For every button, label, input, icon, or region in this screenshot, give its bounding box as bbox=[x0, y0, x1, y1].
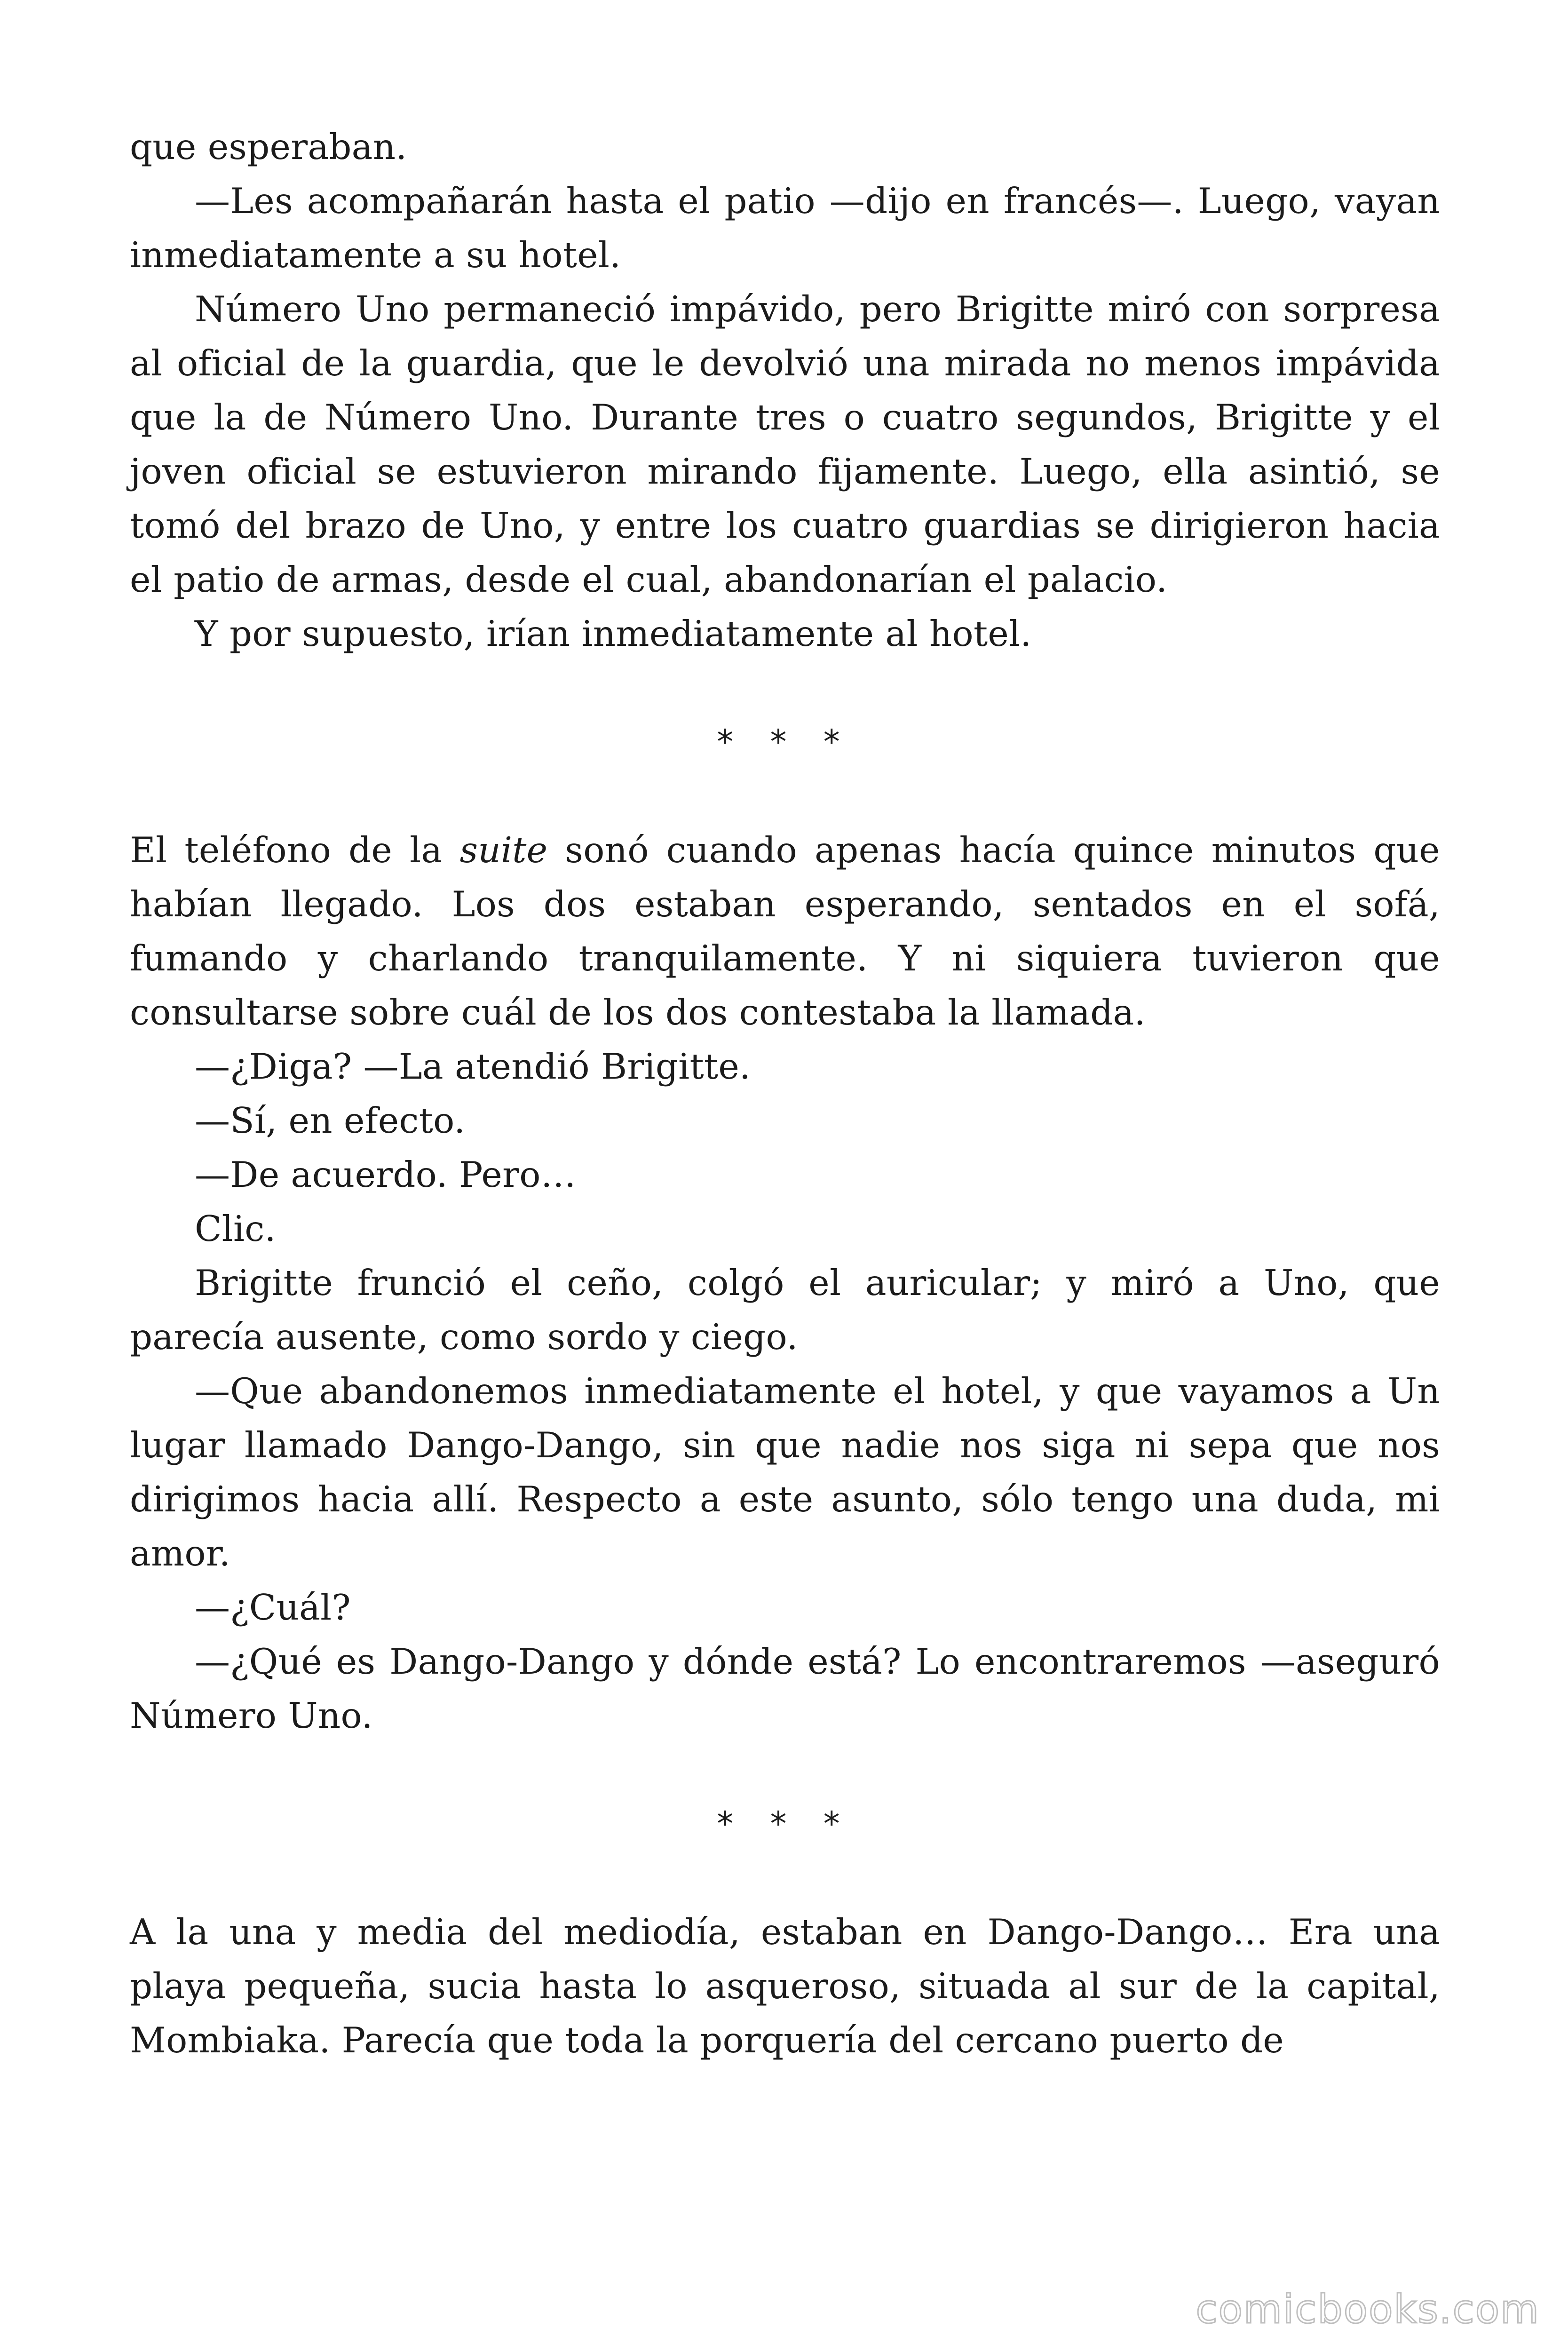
paragraph: Clic. bbox=[195, 1208, 276, 1249]
paragraph: Y por supuesto, irían inmediatamente al hotel. bbox=[195, 613, 1032, 654]
italic-word: suite bbox=[459, 829, 548, 871]
paragraph-text: sonó cuando apenas hacía quince minutos que habían llegado. Los dos estaban esperando, sentados en el sofá, fumando y charlando tranquilamente. Y ni siquiera tuvieron que consultarse sobre cuál de los dos contestaba la llamada. bbox=[130, 829, 1440, 1033]
paragraph: A la una y media del mediodía, estaban en Dango-Dango… Era una playa pequeña, sucia hasta lo asqueroso, situada al sur de la capital, Mombiaka. Parecía que toda la porquería del cercano puerto de bbox=[130, 1911, 1440, 2061]
paragraph: —¿Cuál? bbox=[195, 1587, 351, 1628]
text-block-1 bbox=[130, 120, 1440, 661]
section-separator: * * * bbox=[717, 1804, 853, 1843]
paragraph: Brigitte frunció el ceño, colgó el auricular; y miró a Uno, que parecía ausente, como sordo y ciego. bbox=[130, 1262, 1440, 1358]
paragraph: —Les acompañarán hasta el patio —dijo en francés—. Luego, vayan inmediatamente a su hotel. bbox=[130, 180, 1440, 276]
paragraph: —¿Diga? —La atendió Brigitte. bbox=[195, 1046, 751, 1087]
paragraph: —¿Qué es Dango-Dango y dónde está? Lo encontraremos —aseguró Número Uno. bbox=[130, 1641, 1440, 1736]
paragraph: —De acuerdo. Pero… bbox=[195, 1154, 577, 1195]
paragraph: que esperaban. bbox=[130, 126, 407, 167]
paragraph-text: El teléfono de la bbox=[130, 829, 460, 871]
paragraph: Número Uno permaneció impávido, pero Brigitte miró con sorpresa al oficial de la guardia, que le devolvió una mirada no menos impávida que la de Número Uno. Durante tres o cuatro segundos, Brigitte y el joven oficial se estuvieron mirando fijamente. Luego, ella asintió, se tomó del brazo de Uno, y entre los cuatro guardias se dirigieron hacia el patio de armas, desde el cual, abandonarían el palacio. bbox=[130, 288, 1440, 600]
paragraph: —Sí, en efecto. bbox=[195, 1100, 466, 1141]
paragraph: —Que abandonemos inmediatamente el hotel, y que vayamos a Un lugar llamado Dango-Dango, sin que nadie nos siga ni sepa que nos dirigimos hacia allí. Respecto a este asunto, sólo tengo una duda, mi amor. bbox=[130, 1370, 1440, 1574]
section-separator: * * * bbox=[717, 723, 853, 761]
text-block-3 bbox=[130, 1905, 1440, 2067]
text-block-2 bbox=[130, 823, 1440, 1743]
paragraph bbox=[130, 823, 1440, 1040]
book-page bbox=[130, 120, 1440, 2067]
watermark: comicbooks.com bbox=[1196, 2286, 1540, 2332]
